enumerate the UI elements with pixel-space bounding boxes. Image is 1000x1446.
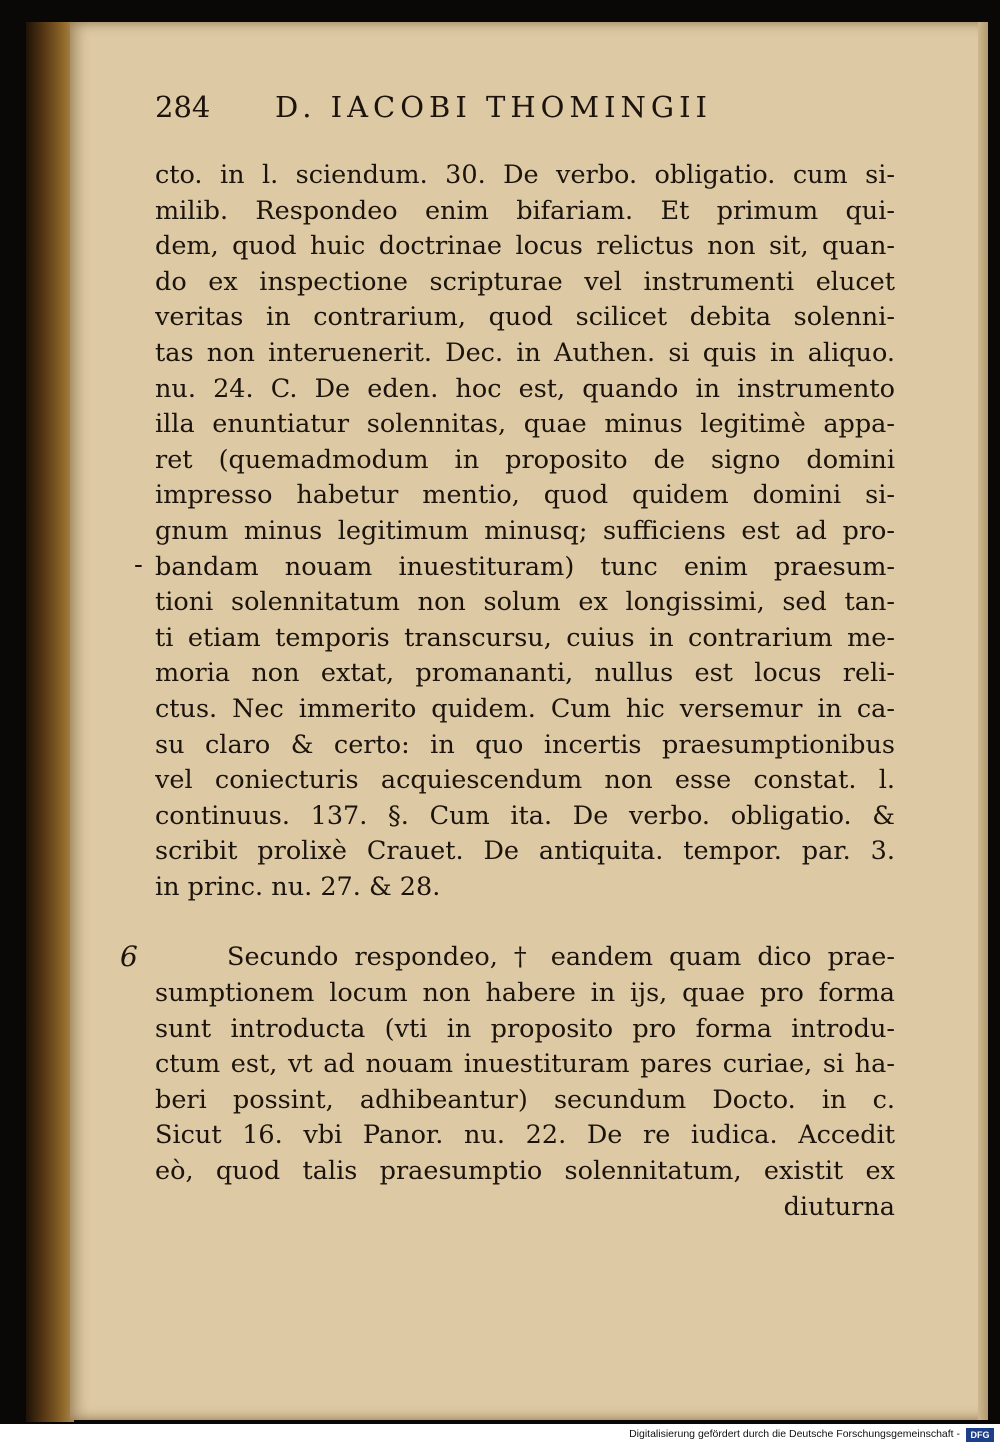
text-line: cto. in l. sciendum. 30. De verbo. obligatio. cum si-	[155, 160, 895, 190]
text-line: sunt introducta (vti in proposito pro forma introdu-	[155, 1013, 895, 1044]
text-line: bandam nouam inuestituram) tunc enim praesum-	[155, 551, 895, 582]
text-line: ret (quemadmodum in proposito de signo domini	[155, 444, 895, 475]
text-line: impresso habetur mentio, quod quidem domini si-	[155, 480, 895, 511]
text-line: tioni solennitatum non solum ex longissimi, sed tan-	[155, 587, 895, 618]
book-spine	[26, 22, 74, 1422]
text-line: do ex inspectione scripturae vel instrumenti elucet	[155, 266, 895, 297]
text-line: su claro & certo: in quo incertis praesumptionibus	[155, 729, 895, 760]
page-number: 284	[155, 90, 211, 124]
text-line: milib. Respondeo enim bifariam. Et primum qui-	[155, 195, 895, 226]
text-line: ctum est, vt ad nouam inuestituram pares curiae, si ha-	[155, 1049, 895, 1080]
text-line: Sicut 16. vbi Panor. nu. 22. De re iudica. Accedit	[155, 1120, 895, 1151]
text-line: gnum minus legitimum minusq; sufficiens est ad pro-	[155, 515, 895, 546]
text-line: tas non interuenerit. Dec. in Authen. si quis in aliquo.	[155, 337, 895, 368]
text-line: in princ. nu. 27. & 28.	[155, 871, 441, 902]
text-line: vel coniecturis acquiescendum non esse constat. l.	[155, 765, 895, 796]
text-line: moria non extat, promananti, nullus est locus reli-	[155, 658, 895, 689]
page-edge	[978, 22, 988, 1420]
text-line: eò, quod talis praesumptio solennitatum, existit ex	[155, 1156, 895, 1187]
text-line: ti etiam temporis transcursu, cuius in contrarium me-	[155, 622, 895, 653]
text-line: scribit prolixè Crauet. De antiquita. tempor. par. 3.	[155, 836, 895, 867]
text-line: veritas in contrarium, quod scilicet debita solenni-	[155, 302, 895, 333]
text-line: dem, quod huic doctrinae locus relictus non sit, quan-	[155, 231, 895, 262]
margin-dash: -	[134, 550, 143, 580]
text-line: ctus. Nec immerito quidem. Cum hic versemur in ca-	[155, 693, 895, 724]
text-line: continuus. 137. §. Cum ita. De verbo. obligatio. &	[155, 800, 895, 831]
dfg-logo: DFG	[966, 1428, 994, 1442]
running-head	[155, 90, 875, 134]
catchword: diuturna	[783, 1191, 895, 1222]
footer-bar	[0, 1424, 1000, 1446]
text-line: beri possint, adhibeantur) secundum Docto. in c.	[155, 1084, 895, 1115]
text-line: nu. 24. C. De eden. hoc est, quando in instrumento	[155, 373, 895, 404]
footer-credit: Digitalisierung gefördert durch die Deutsche Forschungsgemeinschaft -	[629, 1428, 960, 1440]
paragraph-gap	[155, 905, 895, 940]
text-line: Secundo respondeo, † eandem quam dico prae-	[227, 942, 895, 973]
text-line: illa enuntiatur solennitas, quae minus legitimè appa-	[155, 409, 895, 440]
running-title: D. IACOBI THOMINGII	[275, 90, 713, 124]
margin-number: 6	[120, 940, 138, 973]
paragraph-2	[155, 940, 895, 1225]
body-text	[155, 158, 895, 1225]
text-line: sumptionem locum non habere in ijs, quae pro forma	[155, 978, 895, 1009]
paragraph-1	[155, 158, 895, 905]
